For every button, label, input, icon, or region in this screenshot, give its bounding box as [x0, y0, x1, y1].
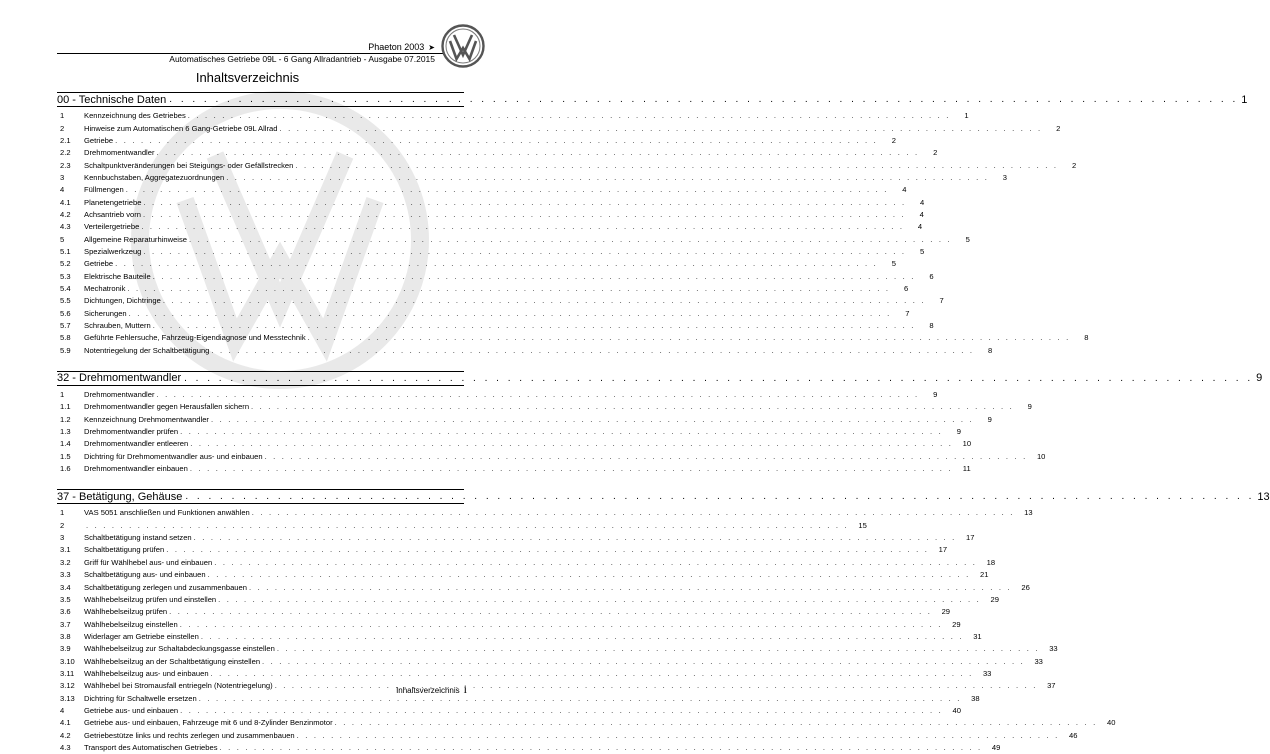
entry-number: 5.8: [60, 333, 71, 343]
entry-number: 2.3: [60, 160, 71, 170]
toc-row[interactable]: [57, 594, 999, 606]
entry-title: Wählhebelseilzug prüfen und einstellen: [84, 594, 217, 604]
dot-leader: [194, 532, 957, 544]
entry-title: Hinweise zum Automatischen 6 Gang-Getriebe 09L Allrad: [84, 123, 278, 133]
toc-row[interactable]: [57, 717, 1116, 729]
entry-title: Widerlager am Getriebe einstellen: [84, 631, 199, 641]
entry-page: 13: [1024, 508, 1033, 518]
dot-leader: [265, 451, 1028, 463]
toc-row[interactable]: [57, 463, 971, 475]
header-model-line: [368, 42, 435, 52]
entry-number: 5.5: [60, 296, 71, 306]
section-title: 37 - Betätigung, Gehäuse: [57, 490, 183, 503]
dot-leader: [141, 221, 904, 233]
toc-row[interactable]: [57, 618, 961, 630]
dot-leader: [277, 643, 1040, 655]
toc-row[interactable]: [57, 451, 1046, 463]
entry-number: 3.4: [60, 582, 71, 592]
entry-number: 1.6: [60, 464, 71, 474]
footer-label: Inhaltsverzeichnis: [396, 686, 460, 695]
toc-row[interactable]: [57, 438, 972, 450]
header-model: Phaeton 2003: [368, 42, 425, 52]
toc-row[interactable]: [57, 270, 934, 282]
dot-leader: [262, 656, 1025, 668]
entry-number: 1.5: [60, 451, 71, 461]
toc-row[interactable]: [57, 557, 996, 569]
dot-leader: [127, 283, 890, 295]
entry-title: Getriebestütze links und rechts zerlegen und zusammenbauen: [84, 730, 295, 740]
entry-title: Mechatronik: [84, 283, 126, 293]
entry-page: 26: [1021, 582, 1030, 592]
toc-row[interactable]: [57, 544, 948, 556]
entry-title: Dichtungen, Dichtringe: [84, 296, 161, 306]
toc-section-32-rows: [57, 389, 1046, 475]
entry-page: 33: [982, 668, 992, 678]
entry-title: Drehmomentwandler gegen Herausfallen sichern: [84, 402, 250, 412]
toc-row[interactable]: [57, 209, 924, 221]
entry-page: 11: [962, 464, 971, 474]
toc-row[interactable]: [57, 184, 907, 196]
toc-section-heading[interactable]: [57, 92, 1248, 107]
dot-leader: [180, 426, 943, 438]
entry-number: 5.6: [60, 308, 71, 318]
dot-leader: [295, 160, 1058, 172]
toc-row[interactable]: [57, 159, 1077, 171]
dot-leader: [218, 594, 981, 606]
dot-leader: [115, 135, 878, 147]
entry-title: Schaltpunktveränderungen bei Steigungs- oder Gefällstrecken: [84, 160, 294, 170]
entry-page: 29: [990, 594, 999, 604]
entry-number: 1.2: [60, 414, 71, 424]
entry-number: 3.7: [60, 619, 71, 629]
entry-page: 8: [988, 345, 993, 355]
dot-leader: [251, 401, 1014, 413]
entry-title: Getriebe aus- und einbauen, Fahrzeuge mit 6 und 8-Zylinder Benzinmotor: [84, 718, 333, 728]
toc-section-heading[interactable]: [57, 371, 1263, 386]
entry-title: Transport des Automatischen Getriebes: [84, 742, 218, 752]
dot-leader: [211, 414, 974, 426]
toc-row[interactable]: [57, 414, 992, 426]
entry-title: Wählhebelseilzug prüfen: [84, 607, 168, 617]
toc-row[interactable]: [57, 581, 1030, 593]
entry-title: Spezialwerkzeug: [84, 246, 142, 256]
header-subtitle: Automatisches Getriebe 09L - 6 Gang Allradantrieb - Ausgabe 07.2015: [169, 54, 435, 64]
toc-section-00-rows: [57, 110, 1089, 357]
dot-leader: [180, 705, 943, 717]
toc-row[interactable]: [57, 345, 993, 357]
entry-number: 3: [60, 172, 65, 182]
toc-row[interactable]: [57, 742, 1001, 754]
entry-title: Elektrische Bauteile: [84, 271, 151, 281]
toc-row[interactable]: [57, 110, 969, 122]
entry-number: 3.3: [60, 570, 71, 580]
entry-page: 1: [964, 111, 969, 121]
entry-page: 9: [956, 427, 961, 437]
entry-number: 1.1: [60, 402, 71, 412]
dot-leader: [169, 606, 932, 618]
entry-page: 9: [987, 414, 992, 424]
entry-page: 8: [929, 321, 934, 331]
dot-leader: [126, 184, 889, 196]
toc-row[interactable]: [57, 246, 925, 258]
entry-number: 4.1: [60, 197, 71, 207]
entry-title: Getriebe: [84, 259, 114, 269]
entry-title: Getriebe aus- und einbauen: [84, 705, 179, 715]
entry-page: 7: [939, 296, 944, 306]
toc-row[interactable]: [57, 668, 992, 680]
entry-title: VAS 5051 anschließen und Funktionen anwählen: [84, 508, 250, 518]
entry-page: 10: [1036, 451, 1046, 461]
entry-number: 2: [60, 123, 65, 133]
toc-row[interactable]: [57, 320, 934, 332]
entry-number: 5.1: [60, 246, 71, 256]
entry-title: Griff für Wählhebel aus- und einbauen: [84, 557, 213, 567]
dot-leader: [166, 544, 929, 556]
entry-page: 9: [933, 390, 938, 400]
entry-number: 3: [60, 533, 65, 543]
entry-page: 4: [920, 197, 925, 207]
entry-title: Verteilergetriebe: [84, 222, 140, 232]
toc-section-heading[interactable]: [57, 489, 1270, 504]
dot-leader: [275, 680, 1038, 692]
toc-row[interactable]: [57, 389, 938, 401]
entry-page: 18: [986, 557, 996, 567]
toc-row[interactable]: [57, 332, 1089, 344]
entry-number: 4: [60, 185, 65, 195]
entry-page: 10: [962, 439, 972, 449]
entry-number: 1: [60, 111, 65, 121]
dot-leader: [297, 730, 1060, 742]
toc-row[interactable]: [57, 655, 1043, 667]
dot-leader: [211, 668, 974, 680]
dot-leader: [279, 123, 1042, 135]
entry-number: 4.3: [60, 742, 71, 752]
entry-title: Kennzeichnung des Getriebes: [84, 111, 186, 121]
entry-number: 1.3: [60, 427, 71, 437]
section-page: 13: [1257, 490, 1270, 503]
entry-title: Wählhebelseilzug an der Schaltbetätigung einstellen: [84, 656, 261, 666]
entry-page: 29: [941, 607, 951, 617]
dot-leader: [184, 373, 1253, 384]
footer-page-number: i: [463, 682, 467, 696]
toc-row[interactable]: [57, 233, 970, 245]
entry-page: 17: [938, 545, 948, 555]
entry-title: Drehmomentwandler einbauen: [84, 464, 188, 474]
dot-leader: [115, 258, 878, 270]
entry-page: 31: [973, 631, 982, 641]
entry-page: 2: [1072, 160, 1077, 170]
entry-page: 15: [858, 520, 867, 530]
entry-number: 2.2: [60, 148, 71, 158]
entry-title: Schaltbetätigung instand setzen: [84, 533, 192, 543]
page-footer: [396, 682, 467, 697]
vw-logo-icon: [441, 24, 485, 68]
entry-title: Allgemeine Reparaturhinweise: [84, 234, 187, 244]
toc-row[interactable]: [57, 729, 1078, 741]
entry-title: Dichtring für Drehmomentwandler aus- und einbauen: [84, 451, 263, 461]
dot-leader: [335, 717, 1098, 729]
toc-row[interactable]: [57, 643, 1058, 655]
dot-leader: [153, 271, 916, 283]
toc-row[interactable]: [57, 426, 961, 438]
entry-title: Schrauben, Muttern: [84, 321, 151, 331]
entry-page: 5: [891, 259, 896, 269]
entry-title: Kennzeichnung Drehmomentwandler: [84, 414, 209, 424]
toc-row[interactable]: [57, 295, 944, 307]
dot-leader: [86, 520, 849, 532]
toc-row[interactable]: [57, 221, 923, 233]
dot-leader: [163, 295, 926, 307]
toc-row[interactable]: [57, 147, 938, 159]
entry-title: Notentriegelung der Schaltbetätigung: [84, 345, 210, 355]
entry-page: 4: [919, 209, 924, 219]
toc-row[interactable]: [57, 507, 1033, 519]
section-title: 32 - Drehmomentwandler: [57, 372, 182, 385]
dot-leader: [180, 619, 943, 631]
entry-page: 4: [902, 185, 907, 195]
entry-number: 4.3: [60, 222, 71, 232]
dot-leader: [189, 234, 952, 246]
dot-leader: [214, 557, 977, 569]
entry-number: 5.2: [60, 259, 71, 269]
entry-number: 3.2: [60, 557, 71, 567]
entry-page: 40: [952, 705, 961, 715]
entry-title: Schaltbetätigung prüfen: [84, 545, 165, 555]
dot-leader: [220, 742, 983, 754]
dot-leader: [188, 110, 951, 122]
toc-row[interactable]: [57, 631, 982, 643]
dot-leader: [252, 507, 1015, 519]
dot-leader: [156, 389, 919, 401]
entry-number: 3.1: [60, 545, 71, 555]
toc-row[interactable]: [57, 258, 896, 270]
toc-row[interactable]: [57, 520, 867, 532]
entry-page: 29: [952, 619, 961, 629]
dot-leader: [199, 693, 962, 705]
dot-leader: [185, 491, 1254, 502]
entry-page: 33: [1034, 656, 1043, 666]
entry-title: Wählhebelseilzug einstellen: [84, 619, 178, 629]
toc-row[interactable]: [57, 172, 1008, 184]
toc-row[interactable]: [57, 196, 925, 208]
dot-leader: [308, 332, 1071, 344]
section-page: 1: [1241, 93, 1248, 106]
entry-number: 4: [60, 705, 65, 715]
entry-page: 5: [920, 246, 925, 256]
entry-number: 5.7: [60, 321, 71, 331]
entry-page: 49: [991, 742, 1001, 752]
dot-leader: [153, 320, 916, 332]
entry-title: Achsantrieb vorn: [84, 209, 141, 219]
section-page: 9: [1256, 372, 1263, 385]
entry-page: 5: [965, 234, 970, 244]
entry-title: Sicherungen: [84, 308, 127, 318]
page-header: [0, 0, 495, 65]
entry-title: Füllmengen: [84, 185, 124, 195]
entry-number: 5: [60, 234, 65, 244]
entry-title: Schaltbetätigung zerlegen und zusammenbauen: [84, 582, 247, 592]
entry-title: Dichtring für Schaltwelle ersetzen: [84, 693, 197, 703]
entry-title: Drehmomentwandler entleeren: [84, 439, 189, 449]
entry-title: Drehmomentwandler: [84, 390, 155, 400]
entry-title: Planetengetriebe: [84, 197, 142, 207]
dot-leader: [190, 463, 953, 475]
entry-number: 1.4: [60, 439, 71, 449]
dot-leader: [143, 197, 906, 209]
entry-number: 3.10: [60, 656, 75, 666]
entry-number: 3.13: [60, 693, 75, 703]
table-of-contents: [57, 92, 1270, 754]
toc-row[interactable]: [57, 532, 975, 544]
dot-leader: [249, 582, 1012, 594]
entry-page: 2: [933, 148, 938, 158]
entry-page: 21: [980, 570, 989, 580]
entry-title: Drehmomentwandler: [84, 148, 155, 158]
entry-title: Drehmomentwandler prüfen: [84, 427, 179, 437]
dot-leader: [190, 438, 953, 450]
toc-row[interactable]: [57, 569, 989, 581]
entry-title: Schaltbetätigung aus- und einbauen: [84, 570, 206, 580]
entry-page: 6: [929, 271, 934, 281]
entry-page: 2: [891, 135, 896, 145]
entry-number: 4.2: [60, 209, 71, 219]
entry-page: 40: [1107, 718, 1116, 728]
dot-leader: [129, 308, 892, 320]
section-title: 00 - Technische Daten: [57, 93, 167, 106]
entry-number: 3.11: [60, 668, 75, 678]
entry-number: 3.9: [60, 644, 71, 654]
entry-title: Geführte Fehlersuche, Fahrzeug-Eigendiagnose und Messtechnik: [84, 333, 306, 343]
entry-number: 4.2: [60, 730, 71, 740]
toc-row[interactable]: [57, 122, 1061, 134]
dot-leader: [211, 345, 974, 357]
dot-leader: [226, 172, 989, 184]
entry-page: 8: [1084, 333, 1089, 343]
entry-page: 37: [1047, 681, 1056, 691]
toc-row[interactable]: [57, 308, 910, 320]
entry-page: 2: [1056, 123, 1061, 133]
entry-page: 6: [903, 283, 909, 293]
entry-title: Wählhebel bei Stromausfall entriegeln (Notentriegelung): [84, 681, 273, 691]
dot-leader: [143, 209, 906, 221]
toc-section-37-rows: [57, 507, 1116, 754]
entry-page: 46: [1069, 730, 1078, 740]
entry-number: 3.6: [60, 607, 71, 617]
entry-page: 33: [1049, 644, 1058, 654]
entry-title: Kennbuchstaben, Aggregatezuordnungen: [84, 172, 225, 182]
toc-row[interactable]: [57, 283, 909, 295]
entry-number: 3.8: [60, 631, 71, 641]
entry-page: 4: [917, 222, 923, 232]
toc-row[interactable]: [57, 705, 961, 717]
entry-number: 3.5: [60, 594, 71, 604]
entry-number: 5.9: [60, 345, 71, 355]
entry-number: 1: [60, 390, 65, 400]
arrow-icon: ➤: [428, 42, 435, 52]
entry-page: 7: [905, 308, 910, 318]
entry-title: Wählhebelseilzug zur Schaltabdeckungsgasse einstellen: [84, 644, 275, 654]
dot-leader: [201, 631, 964, 643]
entry-number: 1: [60, 508, 65, 518]
dot-leader: [169, 94, 1238, 105]
entry-number: 3.12: [60, 681, 75, 691]
entry-title: Getriebe: [84, 135, 114, 145]
entry-page: 17: [966, 533, 975, 543]
dot-leader: [208, 569, 971, 581]
entry-page: 3: [1002, 172, 1008, 182]
dot-leader: [156, 147, 919, 159]
entry-number: 4.1: [60, 718, 71, 728]
entry-page: 9: [1027, 402, 1032, 412]
entry-page: 38: [971, 693, 980, 703]
toc-row[interactable]: [57, 401, 1032, 413]
dot-leader: [143, 246, 906, 258]
entry-number: 2: [60, 520, 65, 530]
entry-title: Wählhebelseilzug aus- und einbauen: [84, 668, 209, 678]
toc-row[interactable]: [57, 135, 896, 147]
entry-number: 2.1: [60, 135, 71, 145]
toc-row[interactable]: [57, 606, 951, 618]
page-title: Inhaltsverzeichnis: [195, 70, 300, 85]
entry-number: 5.3: [60, 271, 71, 281]
entry-number: 5.4: [60, 283, 71, 293]
